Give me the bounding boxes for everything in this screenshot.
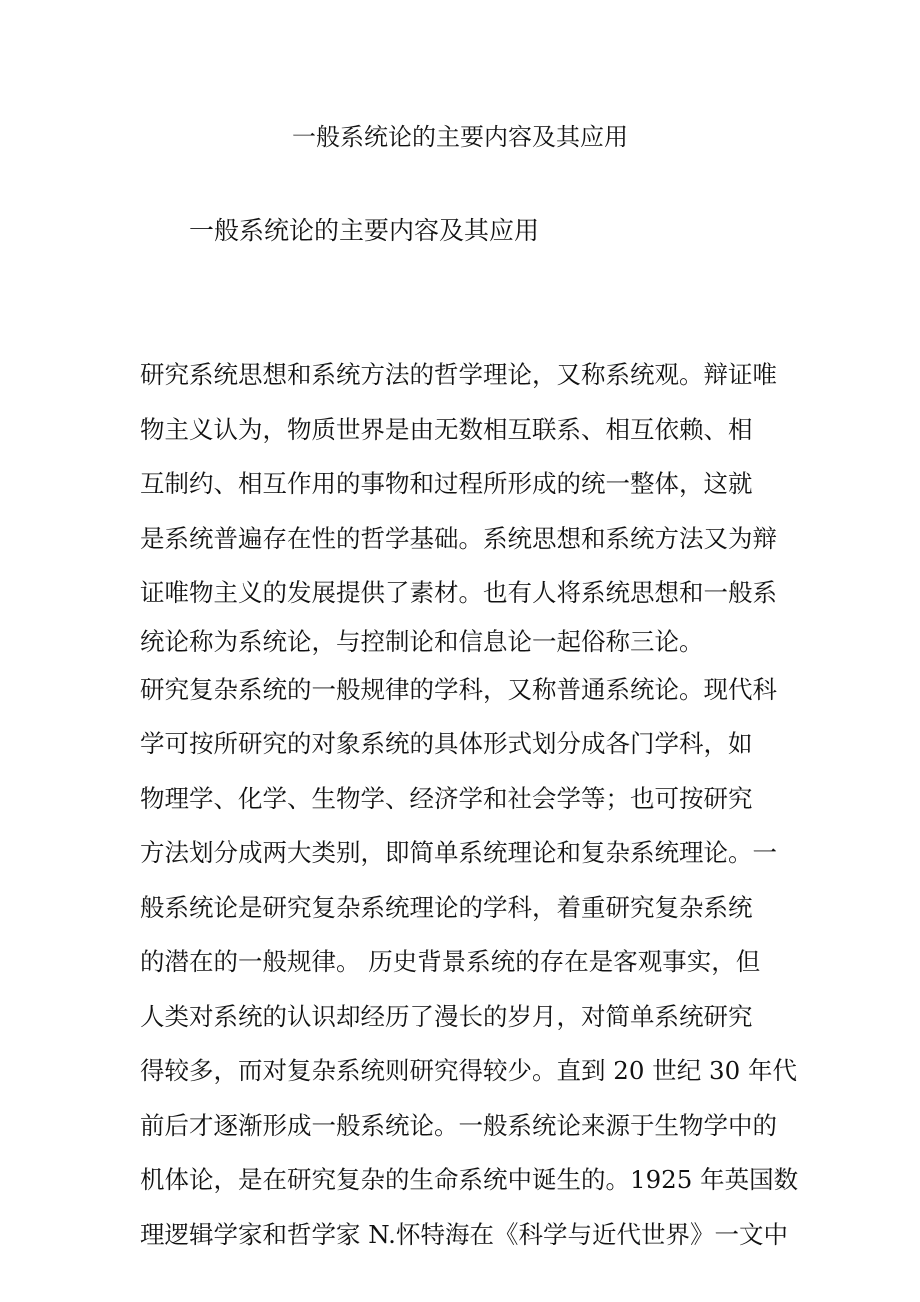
body-line: 方法划分成两大类别，即简单系统理论和复杂系统理论。一 bbox=[140, 838, 777, 867]
body-line: 学可按所研究的对象系统的具体形式划分成各门学科，如 bbox=[140, 729, 753, 758]
body-line: 统论称为系统论，与控制论和信息论一起俗称三论。 bbox=[140, 626, 704, 656]
body-line: 是系统普遍存在性的哲学基础。系统思想和系统方法又为辩 bbox=[140, 523, 777, 553]
body-line: 证唯物主义的发展提供了素材。也有人将系统思想和一般系 bbox=[140, 578, 777, 607]
body-line: 物理学、化学、生物学、经济学和社会学等；也可按研究 bbox=[140, 783, 753, 813]
body-line: 人类对系统的认识却经历了漫长的岁月，对简单系统研究 bbox=[140, 1001, 753, 1031]
body-line: 物主义认为，物质世界是由无数相互联系、相互依赖、相 bbox=[140, 414, 753, 444]
body-line: 得较多，而对复杂系统则研究得较少。直到 20 世纪 30 年代 bbox=[140, 1056, 797, 1085]
body-line: 理逻辑学家和哲学家 N.怀特海在《科学与近代世界》一文中 bbox=[140, 1219, 788, 1249]
body-line: 机体论，是在研究复杂的生命系统中诞生的。1925 年英国数 bbox=[140, 1165, 799, 1194]
body-line: 研究系统思想和系统方法的哲学理论，又称系统观。辩证唯 bbox=[140, 360, 777, 389]
body-line: 的潜在的一般规律。 历史背景系统的存在是客观事实，但 bbox=[140, 947, 761, 976]
body-line: 互制约、相互作用的事物和过程所形成的统一整体，这就 bbox=[140, 469, 753, 498]
body-line: 研究复杂系统的一般规律的学科，又称普通系统论。现代科 bbox=[140, 674, 777, 704]
body-line: 前后才逐渐形成一般系统论。一般系统论来源于生物学中的 bbox=[140, 1110, 777, 1140]
body-line: 般系统论是研究复杂系统理论的学科，着重研究复杂系统 bbox=[140, 892, 753, 922]
body-text bbox=[140, 348, 799, 1262]
document-subtitle: 一般系统论的主要内容及其应用 bbox=[189, 216, 540, 245]
document-title: 一般系统论的主要内容及其应用 bbox=[292, 123, 628, 151]
